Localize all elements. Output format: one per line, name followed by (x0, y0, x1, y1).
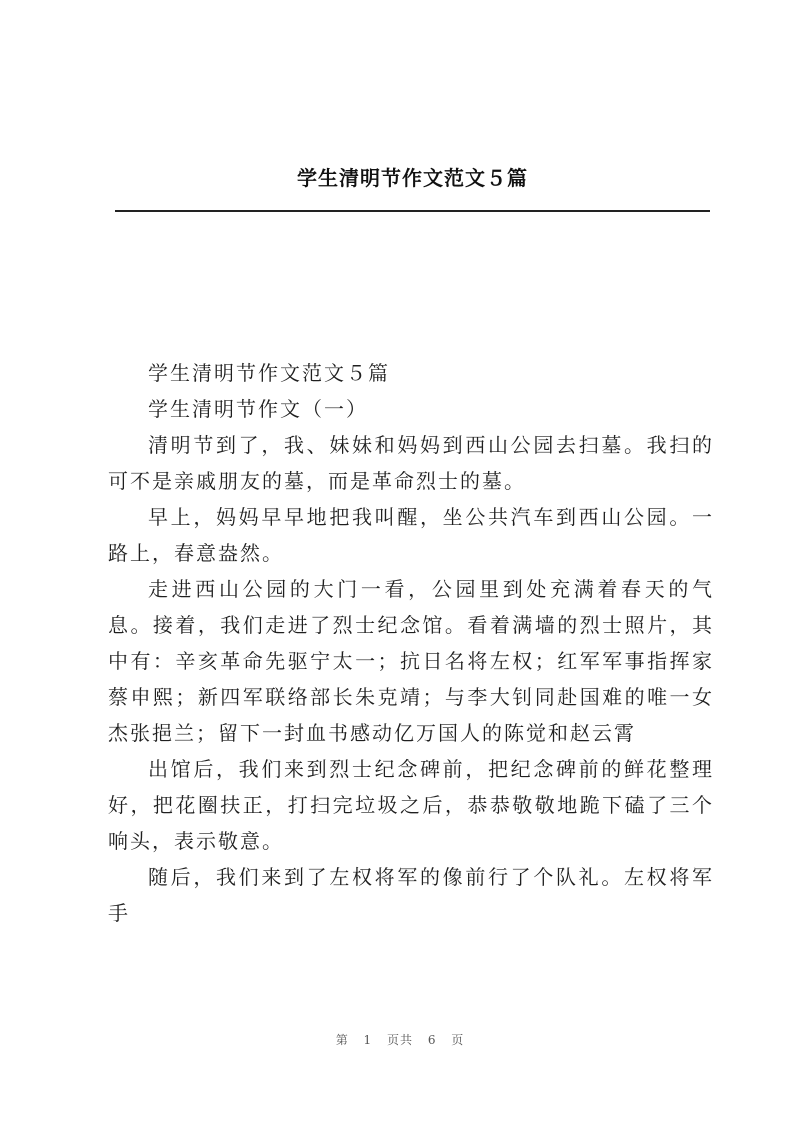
page-header (115, 163, 710, 193)
body-paragraph: 随后，我们来到了左权将军的像前行了个队礼。左权将军手 (108, 865, 714, 925)
header-divider (115, 210, 710, 212)
document-body (108, 355, 714, 931)
body-paragraph: 出馆后，我们来到烈士纪念碑前，把纪念碑前的鲜花整理好，把花圈扶正，打扫完垃圾之后，恭恭敬敬地跪下磕了三个响头，表示敬意。 (108, 757, 714, 853)
body-paragraph: 走进西山公园的大门一看，公园里到处充满着春天的气息。接着，我们走进了烈士纪念馆。看着满墙的烈士照片，其中有：辛亥革命先驱宁太一；抗日名将左权；红军军事指挥家蔡申熙；新四军联络部长朱克靖；与李大钊同赴国难的唯一女杰张挹兰；留下一封血书感动亿万国人的陈觉和赵云霄 (108, 577, 714, 745)
document-title: 学生清明节作文范文５篇 (297, 166, 528, 190)
section-heading: 学生清明节作文（一） (148, 397, 368, 421)
page-number-footer: 第 1 页共 6 页 (335, 1033, 465, 1047)
body-paragraph: 清明节到了，我、妹妹和妈妈到西山公园去扫墓。我扫的可不是亲戚朋友的墓，而是革命烈士的墓。 (108, 433, 714, 493)
body-paragraph: 早上，妈妈早早地把我叫醒，坐公共汽车到西山公园。一路上，春意盎然。 (108, 505, 714, 565)
body-heading: 学生清明节作文范文５篇 (148, 361, 390, 385)
